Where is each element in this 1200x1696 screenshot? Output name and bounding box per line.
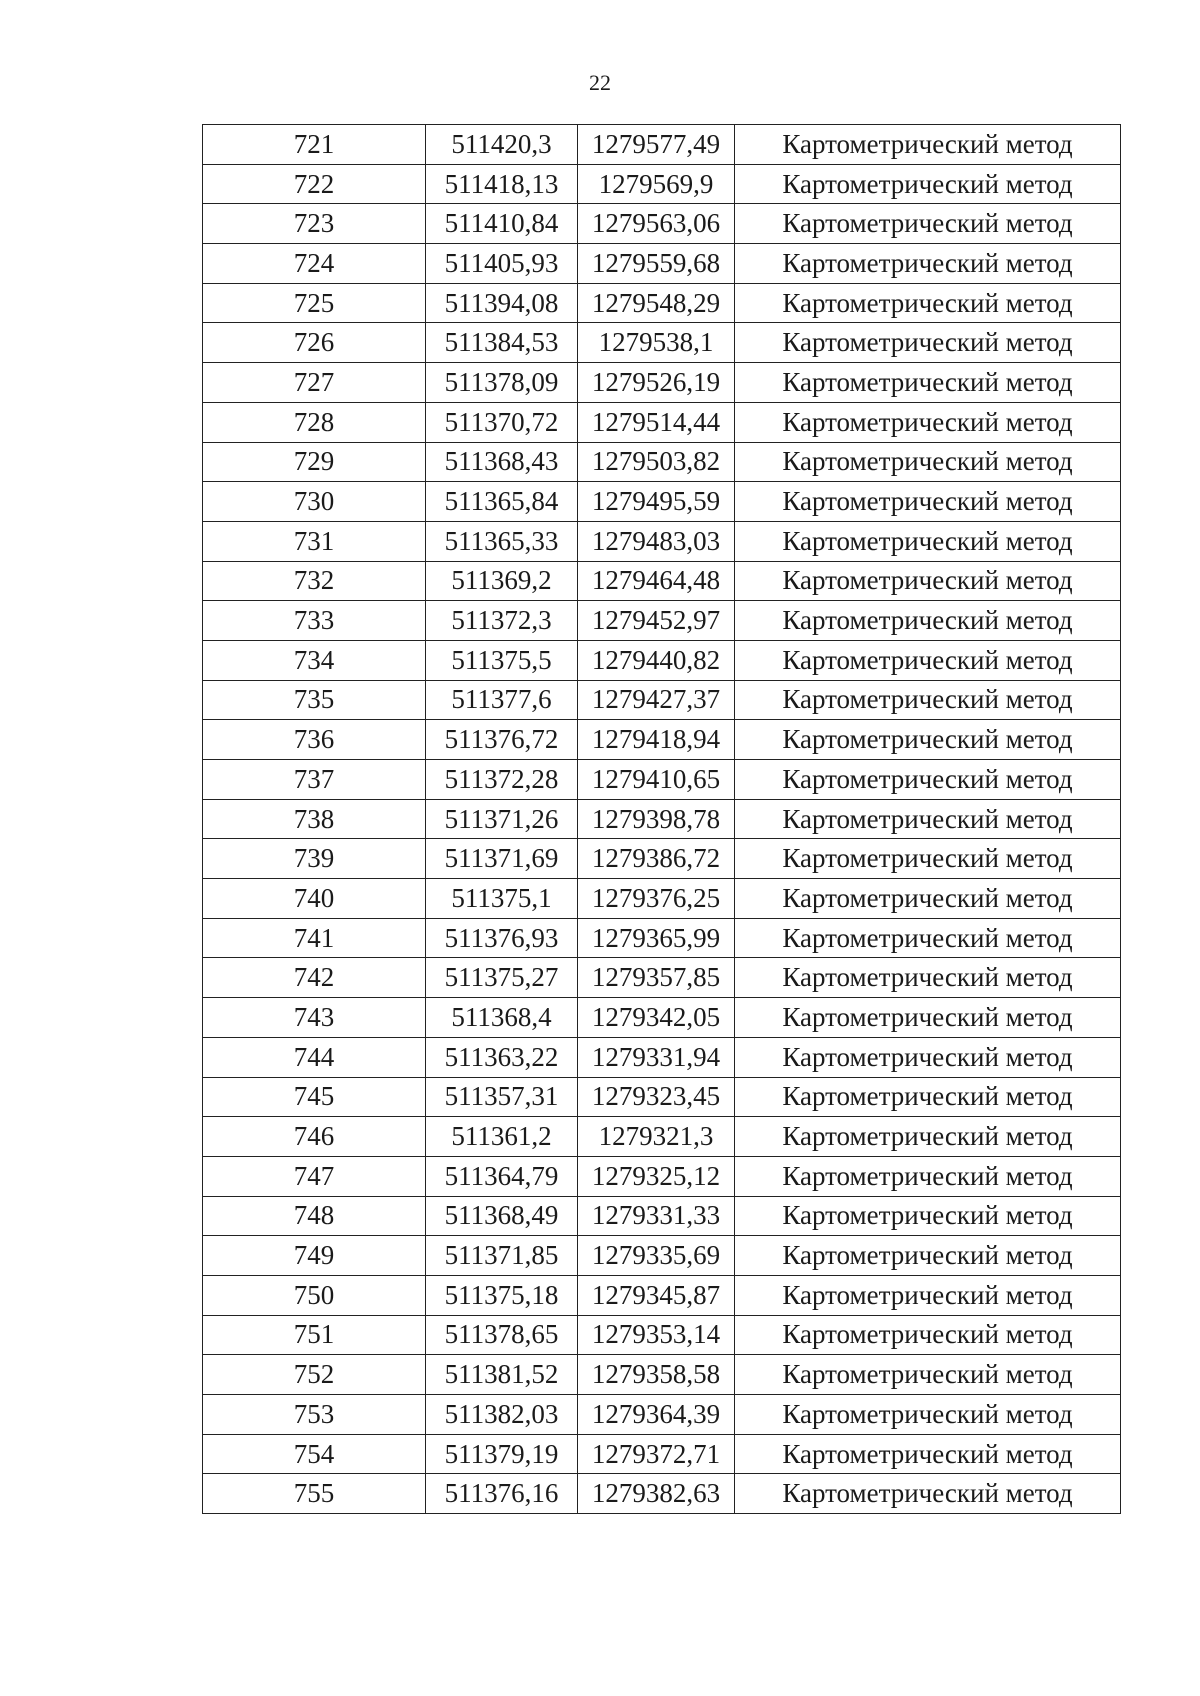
table-row — [203, 244, 1121, 284]
coordinates-table — [202, 124, 1121, 1514]
y-coordinate-cell: 1279563,06 — [578, 204, 735, 244]
point-number-cell: 744 — [203, 1037, 426, 1077]
point-number-cell: 742 — [203, 958, 426, 998]
method-cell: Картометрический метод — [735, 521, 1121, 561]
method-cell: Картометрический метод — [735, 680, 1121, 720]
y-coordinate-cell: 1279353,14 — [578, 1315, 735, 1355]
y-coordinate-cell: 1279398,78 — [578, 799, 735, 839]
point-number-cell: 737 — [203, 760, 426, 800]
x-coordinate-cell: 511370,72 — [426, 402, 578, 442]
x-coordinate-cell: 511375,27 — [426, 958, 578, 998]
table-row — [203, 680, 1121, 720]
y-coordinate-cell: 1279427,37 — [578, 680, 735, 720]
x-coordinate-cell: 511378,65 — [426, 1315, 578, 1355]
y-coordinate-cell: 1279364,39 — [578, 1395, 735, 1435]
method-cell: Картометрический метод — [735, 998, 1121, 1038]
page-number: 22 — [589, 70, 611, 95]
point-number-cell: 751 — [203, 1315, 426, 1355]
point-number-cell: 727 — [203, 363, 426, 403]
method-cell: Картометрический метод — [735, 204, 1121, 244]
y-coordinate-cell: 1279483,03 — [578, 521, 735, 561]
table-row — [203, 323, 1121, 363]
x-coordinate-cell: 511376,16 — [426, 1474, 578, 1514]
method-cell: Картометрический метод — [735, 561, 1121, 601]
x-coordinate-cell: 511365,84 — [426, 482, 578, 522]
point-number-cell: 754 — [203, 1434, 426, 1474]
table-row — [203, 1037, 1121, 1077]
table-row — [203, 482, 1121, 522]
y-coordinate-cell: 1279464,48 — [578, 561, 735, 601]
table-row — [203, 1196, 1121, 1236]
x-coordinate-cell: 511375,1 — [426, 879, 578, 919]
x-coordinate-cell: 511379,19 — [426, 1434, 578, 1474]
x-coordinate-cell: 511371,85 — [426, 1236, 578, 1276]
x-coordinate-cell: 511378,09 — [426, 363, 578, 403]
x-coordinate-cell: 511368,49 — [426, 1196, 578, 1236]
x-coordinate-cell: 511363,22 — [426, 1037, 578, 1077]
point-number-cell: 740 — [203, 879, 426, 919]
y-coordinate-cell: 1279357,85 — [578, 958, 735, 998]
point-number-cell: 724 — [203, 244, 426, 284]
method-cell: Картометрический метод — [735, 958, 1121, 998]
method-cell: Картометрический метод — [735, 1474, 1121, 1514]
point-number-cell: 726 — [203, 323, 426, 363]
table-row — [203, 1434, 1121, 1474]
table-row — [203, 164, 1121, 204]
y-coordinate-cell: 1279342,05 — [578, 998, 735, 1038]
method-cell: Картометрический метод — [735, 283, 1121, 323]
point-number-cell: 722 — [203, 164, 426, 204]
x-coordinate-cell: 511368,4 — [426, 998, 578, 1038]
table-row — [203, 720, 1121, 760]
point-number-cell: 755 — [203, 1474, 426, 1514]
y-coordinate-cell: 1279569,9 — [578, 164, 735, 204]
y-coordinate-cell: 1279514,44 — [578, 402, 735, 442]
y-coordinate-cell: 1279331,94 — [578, 1037, 735, 1077]
table-row — [203, 760, 1121, 800]
method-cell: Картометрический метод — [735, 1236, 1121, 1276]
method-cell: Картометрический метод — [735, 1156, 1121, 1196]
x-coordinate-cell: 511394,08 — [426, 283, 578, 323]
method-cell: Картометрический метод — [735, 363, 1121, 403]
point-number-cell: 738 — [203, 799, 426, 839]
x-coordinate-cell: 511410,84 — [426, 204, 578, 244]
x-coordinate-cell: 511357,31 — [426, 1077, 578, 1117]
x-coordinate-cell: 511365,33 — [426, 521, 578, 561]
method-cell: Картометрический метод — [735, 1315, 1121, 1355]
point-number-cell: 731 — [203, 521, 426, 561]
y-coordinate-cell: 1279376,25 — [578, 879, 735, 919]
point-number-cell: 725 — [203, 283, 426, 323]
table-row — [203, 640, 1121, 680]
point-number-cell: 723 — [203, 204, 426, 244]
method-cell: Картометрический метод — [735, 799, 1121, 839]
table-row — [203, 601, 1121, 641]
method-cell: Картометрический метод — [735, 918, 1121, 958]
method-cell: Картометрический метод — [735, 1117, 1121, 1157]
y-coordinate-cell: 1279358,58 — [578, 1355, 735, 1395]
y-coordinate-cell: 1279325,12 — [578, 1156, 735, 1196]
x-coordinate-cell: 511368,43 — [426, 442, 578, 482]
table-row — [203, 918, 1121, 958]
x-coordinate-cell: 511376,72 — [426, 720, 578, 760]
y-coordinate-cell: 1279345,87 — [578, 1275, 735, 1315]
table-row — [203, 1156, 1121, 1196]
method-cell: Картометрический метод — [735, 760, 1121, 800]
table-row — [203, 521, 1121, 561]
method-cell: Картометрический метод — [735, 244, 1121, 284]
method-cell: Картометрический метод — [735, 1355, 1121, 1395]
x-coordinate-cell: 511364,79 — [426, 1156, 578, 1196]
point-number-cell: 735 — [203, 680, 426, 720]
point-number-cell: 734 — [203, 640, 426, 680]
method-cell: Картометрический метод — [735, 323, 1121, 363]
method-cell: Картометрический метод — [735, 839, 1121, 879]
point-number-cell: 750 — [203, 1275, 426, 1315]
point-number-cell: 729 — [203, 442, 426, 482]
x-coordinate-cell: 511375,5 — [426, 640, 578, 680]
table-row — [203, 1474, 1121, 1514]
y-coordinate-cell: 1279559,68 — [578, 244, 735, 284]
table-row — [203, 879, 1121, 919]
method-cell: Картометрический метод — [735, 640, 1121, 680]
x-coordinate-cell: 511381,52 — [426, 1355, 578, 1395]
method-cell: Картометрический метод — [735, 1395, 1121, 1435]
y-coordinate-cell: 1279365,99 — [578, 918, 735, 958]
table-row — [203, 799, 1121, 839]
method-cell: Картометрический метод — [735, 402, 1121, 442]
method-cell: Картометрический метод — [735, 164, 1121, 204]
table-row — [203, 442, 1121, 482]
x-coordinate-cell: 511371,69 — [426, 839, 578, 879]
point-number-cell: 753 — [203, 1395, 426, 1435]
method-cell: Картометрический метод — [735, 879, 1121, 919]
y-coordinate-cell: 1279331,33 — [578, 1196, 735, 1236]
y-coordinate-cell: 1279577,49 — [578, 125, 735, 165]
y-coordinate-cell: 1279503,82 — [578, 442, 735, 482]
table-row — [203, 1117, 1121, 1157]
method-cell: Картометрический метод — [735, 1196, 1121, 1236]
coordinates-table-body — [203, 125, 1121, 1514]
y-coordinate-cell: 1279321,3 — [578, 1117, 735, 1157]
table-row — [203, 1077, 1121, 1117]
method-cell: Картометрический метод — [735, 720, 1121, 760]
table-row — [203, 125, 1121, 165]
table-row — [203, 402, 1121, 442]
x-coordinate-cell: 511382,03 — [426, 1395, 578, 1435]
point-number-cell: 721 — [203, 125, 426, 165]
point-number-cell: 746 — [203, 1117, 426, 1157]
x-coordinate-cell: 511369,2 — [426, 561, 578, 601]
point-number-cell: 736 — [203, 720, 426, 760]
x-coordinate-cell: 511376,93 — [426, 918, 578, 958]
table-row — [203, 1395, 1121, 1435]
x-coordinate-cell: 511372,28 — [426, 760, 578, 800]
point-number-cell: 733 — [203, 601, 426, 641]
y-coordinate-cell: 1279538,1 — [578, 323, 735, 363]
table-row — [203, 1315, 1121, 1355]
y-coordinate-cell: 1279526,19 — [578, 363, 735, 403]
table-row — [203, 204, 1121, 244]
method-cell: Картометрический метод — [735, 1037, 1121, 1077]
x-coordinate-cell: 511361,2 — [426, 1117, 578, 1157]
method-cell: Картометрический метод — [735, 482, 1121, 522]
point-number-cell: 745 — [203, 1077, 426, 1117]
point-number-cell: 748 — [203, 1196, 426, 1236]
point-number-cell: 741 — [203, 918, 426, 958]
table-row — [203, 1236, 1121, 1276]
point-number-cell: 732 — [203, 561, 426, 601]
y-coordinate-cell: 1279418,94 — [578, 720, 735, 760]
method-cell: Картометрический метод — [735, 1434, 1121, 1474]
method-cell: Картометрический метод — [735, 601, 1121, 641]
point-number-cell: 749 — [203, 1236, 426, 1276]
x-coordinate-cell: 511405,93 — [426, 244, 578, 284]
x-coordinate-cell: 511418,13 — [426, 164, 578, 204]
y-coordinate-cell: 1279440,82 — [578, 640, 735, 680]
y-coordinate-cell: 1279495,59 — [578, 482, 735, 522]
table-row — [203, 839, 1121, 879]
y-coordinate-cell: 1279382,63 — [578, 1474, 735, 1514]
x-coordinate-cell: 511375,18 — [426, 1275, 578, 1315]
table-row — [203, 283, 1121, 323]
y-coordinate-cell: 1279335,69 — [578, 1236, 735, 1276]
point-number-cell: 730 — [203, 482, 426, 522]
y-coordinate-cell: 1279323,45 — [578, 1077, 735, 1117]
table-row — [203, 958, 1121, 998]
method-cell: Картометрический метод — [735, 1077, 1121, 1117]
table-row — [203, 998, 1121, 1038]
table-row — [203, 1355, 1121, 1395]
y-coordinate-cell: 1279452,97 — [578, 601, 735, 641]
point-number-cell: 728 — [203, 402, 426, 442]
x-coordinate-cell: 511384,53 — [426, 323, 578, 363]
x-coordinate-cell: 511372,3 — [426, 601, 578, 641]
point-number-cell: 739 — [203, 839, 426, 879]
point-number-cell: 747 — [203, 1156, 426, 1196]
point-number-cell: 752 — [203, 1355, 426, 1395]
table-row — [203, 1275, 1121, 1315]
y-coordinate-cell: 1279386,72 — [578, 839, 735, 879]
y-coordinate-cell: 1279410,65 — [578, 760, 735, 800]
x-coordinate-cell: 511420,3 — [426, 125, 578, 165]
table-row — [203, 561, 1121, 601]
method-cell: Картометрический метод — [735, 125, 1121, 165]
method-cell: Картометрический метод — [735, 1275, 1121, 1315]
table-row — [203, 363, 1121, 403]
point-number-cell: 743 — [203, 998, 426, 1038]
method-cell: Картометрический метод — [735, 442, 1121, 482]
x-coordinate-cell: 511377,6 — [426, 680, 578, 720]
y-coordinate-cell: 1279372,71 — [578, 1434, 735, 1474]
x-coordinate-cell: 511371,26 — [426, 799, 578, 839]
y-coordinate-cell: 1279548,29 — [578, 283, 735, 323]
